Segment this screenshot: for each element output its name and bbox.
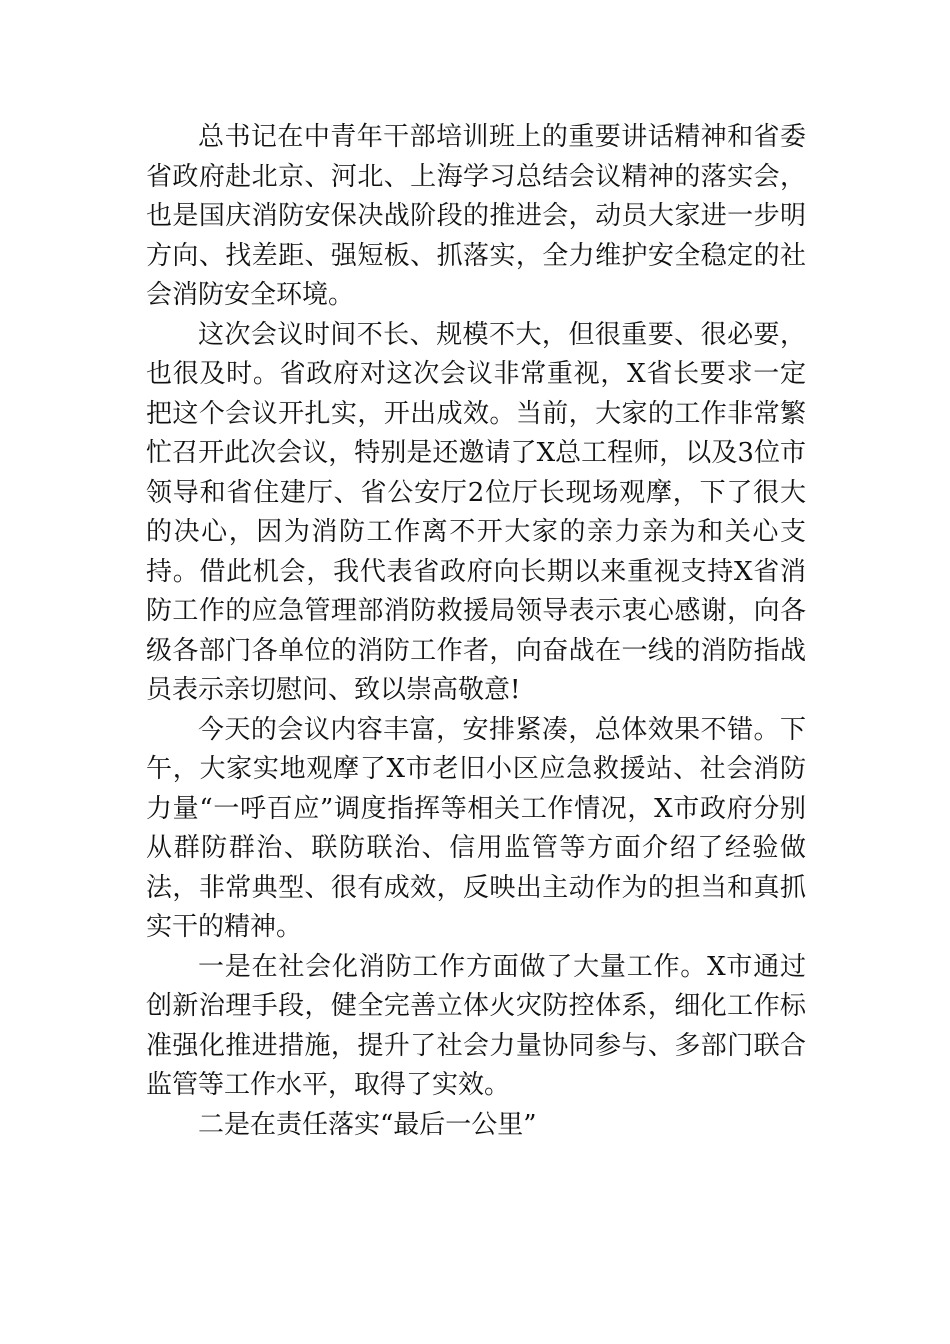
paragraph-5: 二是在责任落实“最后一公里” bbox=[198, 1109, 537, 1140]
paragraph-2: 这次会议时间不长、规模不大，但很重要、很必要，也很及时。省政府对这次会议非常重视，X省长要求一定把这个会议开扎实，开出成效。当前，大家的工作非常繁忙召开此次会议，特别是还邀请了X总工程师，以及3位市领导和省住建厅、省公安厅2位厅长现场观摩，下了很大的决心，因为消防工作离不开大家的亲力亲为和关心支持。借此机会，我代表省政府向长期以来重视支持X省消防工作的应急管理部消防救援局领导表示衷心感谢，向各级各部门各单位的消防工作者，向奋战在一线的消防指战员表示亲切慰问、致以崇高敬意! bbox=[146, 319, 806, 705]
paragraph-4: 一是在社会化消防工作方面做了大量工作。X市通过创新治理手段，健全完善立体火灾防控体系，细化工作标准强化推进措施，提升了社会力量协同参与、多部门联合监管等工作水平，取得了实效。 bbox=[146, 951, 806, 1100]
document-body bbox=[146, 118, 806, 1145]
paragraph-3: 今天的会议内容丰富，安排紧凑，总体效果不错。下午，大家实地观摩了X市老旧小区应急救援站、社会消防力量“一呼百应”调度指挥等相关工作情况，X市政府分别从群防群治、联防联治、信用监管等方面介绍了经验做法，非常典型、很有成效，反映出主动作为的担当和真抓实干的精神。 bbox=[146, 714, 806, 942]
paragraph-1: 总书记在中青年干部培训班上的重要讲话精神和省委省政府赴北京、河北、上海学习总结会议精神的落实会，也是国庆消防安保决战阶段的推进会，动员大家进一步明方向、找差距、强短板、抓落实，全力维护安全稳定的社会消防安全环境。 bbox=[146, 122, 806, 310]
